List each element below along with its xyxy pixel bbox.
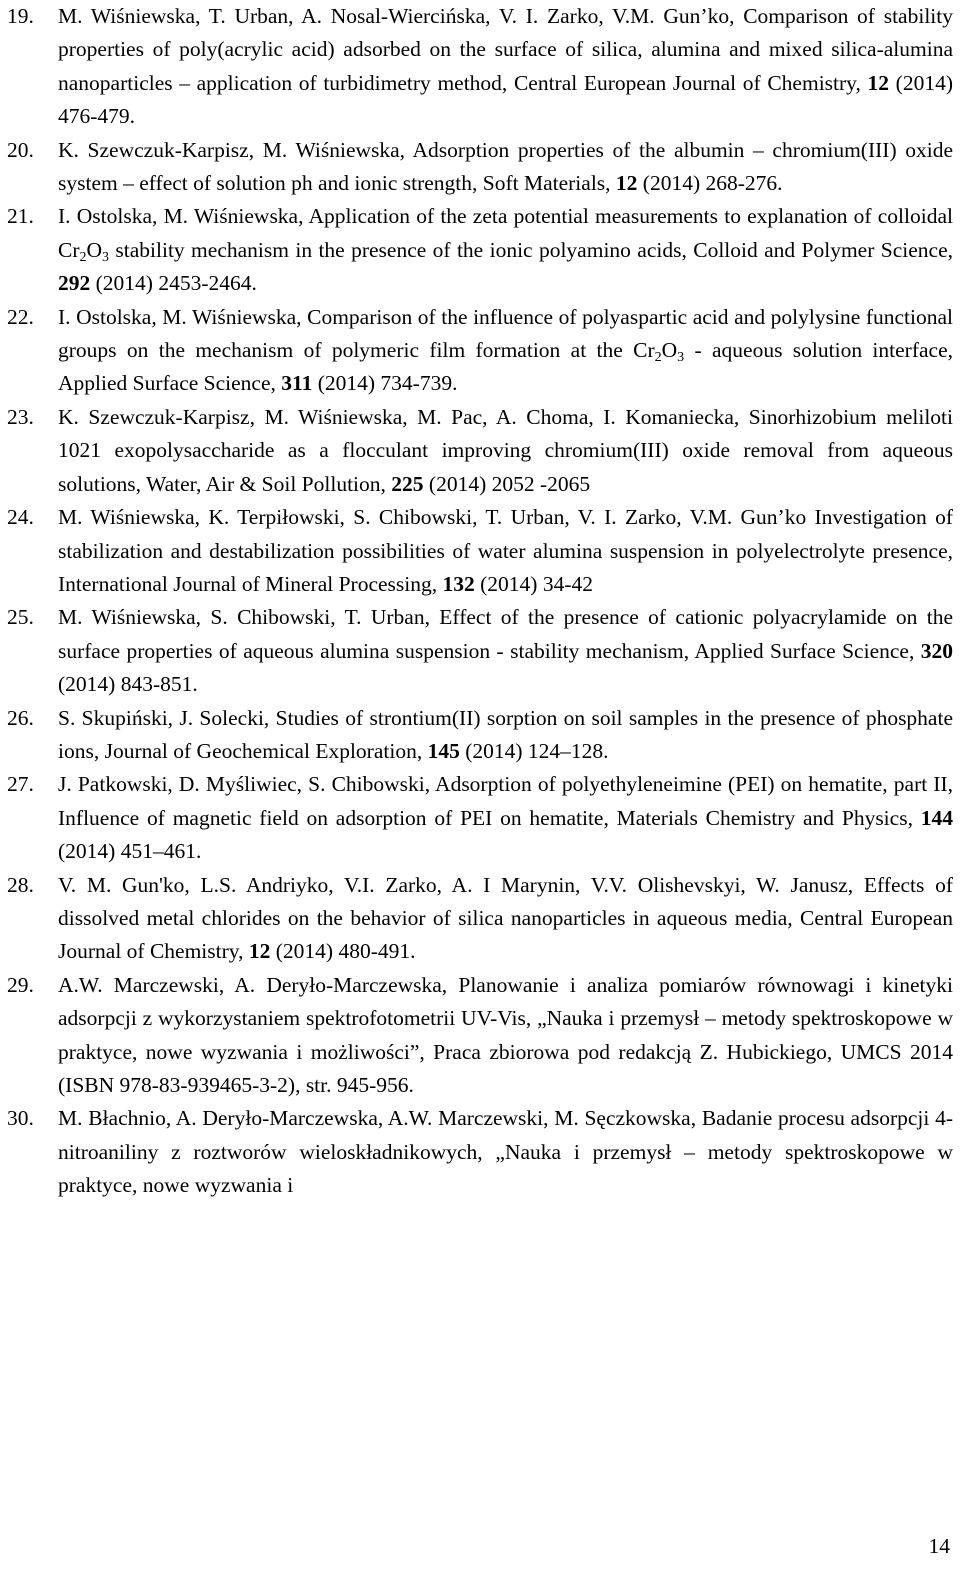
reference-text-continued: stability mechanism in the presence of the ionic polyamino acids, Colloid and Polymer Science, [109,237,953,262]
page-number: 14 [928,1534,950,1558]
reference-item [7,969,953,1103]
reference-volume: 145 [427,738,460,763]
reference-number: 26. [7,705,34,730]
reference-text: V. M. Gun'ko, L.S. Andriyko, V.I. Zarko, A. I Marynin, V.V. Olishevskyi, W. Janusz, Effects of dissolved metal chlorides on the behavior of silica nanoparticles in aqueous media, Central European Journal of Chemistry, [58,872,953,964]
reference-tail: (2014) 124–128. [459,738,609,763]
reference-text: M. Wiśniewska, S. Chibowski, T. Urban, Effect of the presence of cationic polyacrylamide on the surface properties of aqueous alumina suspension - stability mechanism, Applied Surface Science, [58,605,953,663]
reference-tail: (2014) 734-739. [312,371,458,396]
reference-item [7,869,953,969]
reference-volume: 12 [248,939,271,964]
reference-number: 27. [7,772,34,797]
reference-number: 21. [7,204,34,229]
reference-text: M. Błachnio, A. Deryło-Marczewska, A.W. Marczewski, M. Sęczkowska, Badanie procesu adsorpcji 4-nitroaniliny z roztworów wieloskładnikowych, „Nauka i przemysł – metody spektroskopowe w praktyce, nowe wyzwania i [58,1106,953,1198]
reference-volume: 12 [867,70,890,95]
reference-item [7,401,953,501]
reference-tail: (2014) 2453-2464. [90,271,257,296]
reference-text: J. Patkowski, D. Myśliwiec, S. Chibowski, Adsorption of polyethyleneimine (PEI) on hematite, part II, Influence of magnetic field on adsorption of PEI on hematite, Materials Chemistry and Physics, [58,772,953,830]
reference-item [7,601,953,701]
reference-item [7,1102,953,1202]
reference-tail: (2014) 34-42 [474,571,593,596]
reference-item [7,501,953,601]
reference-text: K. Szewczuk-Karpisz, M. Wiśniewska, M. Pac, A. Choma, I. Komaniecka, Sinorhizobium meliloti 1021 exopolysaccharide as a flocculant improving chromium(III) oxide removal from aqueous solutions, Water, Air & Soil Pollution, [58,404,953,496]
subscript: 2 [654,350,662,366]
reference-list [7,0,953,1203]
reference-text: S. Skupiński, J. Solecki, Studies of strontium(II) sorption on soil samples in the presence of phosphate ions, Journal of Geochemical Exploration, [58,705,953,763]
reference-number: 19. [7,4,34,28]
reference-item [7,301,953,401]
reference-tail: (2014) 451–461. [58,839,202,864]
reference-item [7,200,953,300]
reference-number: 20. [7,137,34,162]
reference-item [7,768,953,868]
reference-text: M. Wiśniewska, K. Terpiłowski, S. Chibowski, T. Urban, V. I. Zarko, V.M. Gun’ko Investigation of stabilization and destabilization possibilities of water alumina suspension in polyelectrolyte presence, International Journal of Mineral Processing, [58,505,953,596]
reference-text: A.W. Marczewski, A. Deryło-Marczewska, Planowanie i analiza pomiarów równowagi i kinetyki adsorpcji z wykorzystaniem spektrofotometrii UV-Vis, „Nauka i przemysł – metody spektroskopowe w praktyce, nowe wyzwania i możliwości”, Praca zbiorowa pod redakcją Z. Hubickiego, UMCS 2014 (ISBN 978-83-939465-3-2), str. 945-956. [58,972,953,1097]
reference-volume: 292 [58,271,91,296]
reference-volume: 144 [920,805,953,830]
reference-item [7,0,953,134]
reference-volume: 320 [920,638,953,663]
reference-item [7,134,953,201]
reference-tail: (2014) 2052 -2065 [423,471,591,496]
reference-item [7,702,953,769]
reference-number: 22. [7,304,34,329]
reference-number: 29. [7,972,34,997]
reference-number: 23. [7,404,34,429]
reference-text-continued: - aqueous solution interface, Applied Surface Science, [58,338,953,396]
subscript: 3 [102,249,110,265]
reference-volume: 225 [391,471,424,496]
reference-number: 28. [7,872,34,897]
reference-text: I. Ostolska, M. Wiśniewska, Comparison of the influence of polyaspartic acid and polylysine functional groups on the mechanism of polymeric film formation at the Cr [58,304,953,363]
subscript: 3 [677,350,685,366]
reference-volume: 311 [281,371,313,396]
reference-tail: (2014) 476-479. [58,70,953,129]
formula-part: O [661,338,678,363]
reference-volume: 132 [442,571,475,596]
reference-tail: (2014) 268-276. [637,171,783,196]
reference-tail: (2014) 480-491. [270,939,416,964]
reference-text: I. Ostolska, M. Wiśniewska, Application of the zeta potential measurements to explanation of colloidal Cr [58,204,953,262]
reference-text: M. Wiśniewska, T. Urban, A. Nosal-Wiercińska, V. I. Zarko, V.M. Gun’ko, Comparison of stability properties of poly(acrylic acid) adsorbed on the surface of silica, alumina and mixed silica-alumina nanoparticles – application of turbidimetry method, Central European Journal of Chemistry, [58,4,953,95]
reference-number: 24. [7,505,34,530]
formula-part: O [86,237,103,262]
reference-number: 25. [7,605,34,630]
reference-tail: (2014) 843-851. [58,672,198,697]
reference-volume: 12 [615,171,638,196]
subscript: 2 [79,249,87,265]
reference-text: K. Szewczuk-Karpisz, M. Wiśniewska, Adsorption properties of the albumin – chromium(III) oxide system – effect of solution ph and ionic strength, Soft Materials, [58,137,953,196]
reference-number: 30. [7,1106,34,1131]
